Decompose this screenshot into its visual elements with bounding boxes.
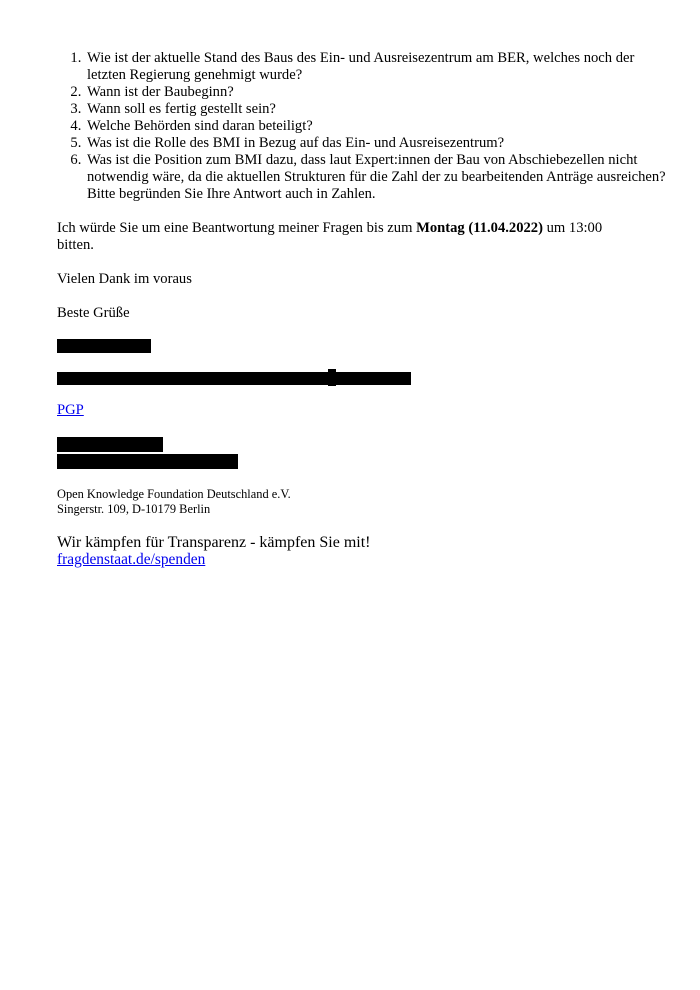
question-item: 3. Wann soll es fertig gestellt sein? — [85, 101, 675, 118]
question-list — [57, 50, 675, 203]
organization-block — [57, 487, 291, 517]
deadline-text-before: Ich würde Sie um eine Beantwortung meiner Fragen bis zum — [57, 220, 417, 236]
deadline-text-after: um 13:00 bitten. — [57, 220, 603, 253]
thanks-line: Vielen Dank im voraus — [57, 271, 192, 287]
redacted-name — [57, 339, 151, 353]
redacted-line-1 — [57, 437, 163, 452]
redacted-contact — [57, 372, 411, 385]
organization-address: Singerstr. 109, D-10179 Berlin — [57, 502, 211, 516]
deadline-date: Montag (11.04.2022) — [416, 220, 543, 236]
greeting-line: Beste Grüße — [57, 305, 130, 321]
organization-name: Open Knowledge Foundation Deutschland e.V. — [57, 487, 291, 501]
redacted-line-2 — [57, 454, 238, 469]
question-item: 4. Welche Behörden sind daran beteiligt? — [85, 118, 675, 135]
redacted-contact-mark — [328, 369, 336, 386]
question-item: 6. Was ist die Position zum BMI dazu, dass laut Expert:innen der Bau von Abschiebezellen nicht notwendig wäre, da die aktuellen Strukturen für die Zahl der zu bearbeitenden Anträge ausreichen? Bitte begründen Sie Ihre Antwort auch in Zahlen. — [85, 152, 675, 203]
question-item: 2. Wann ist der Baubeginn? — [85, 84, 675, 101]
deadline-paragraph — [57, 220, 642, 254]
question-item: 1. Wie ist der aktuelle Stand des Baus des Ein- und Ausreisezentrum am BER, welches noch der letzten Regierung genehmigt wurde? — [85, 50, 675, 84]
pgp-link[interactable]: PGP — [57, 402, 84, 418]
question-item: 5. Was ist die Rolle des BMI in Bezug auf das Ein- und Ausreisezentrum? — [85, 135, 675, 152]
donate-link[interactable]: fragdenstaat.de/spenden — [57, 551, 206, 568]
slogan: Wir kämpfen für Transparenz - kämpfen Sie mit! — [57, 534, 371, 551]
